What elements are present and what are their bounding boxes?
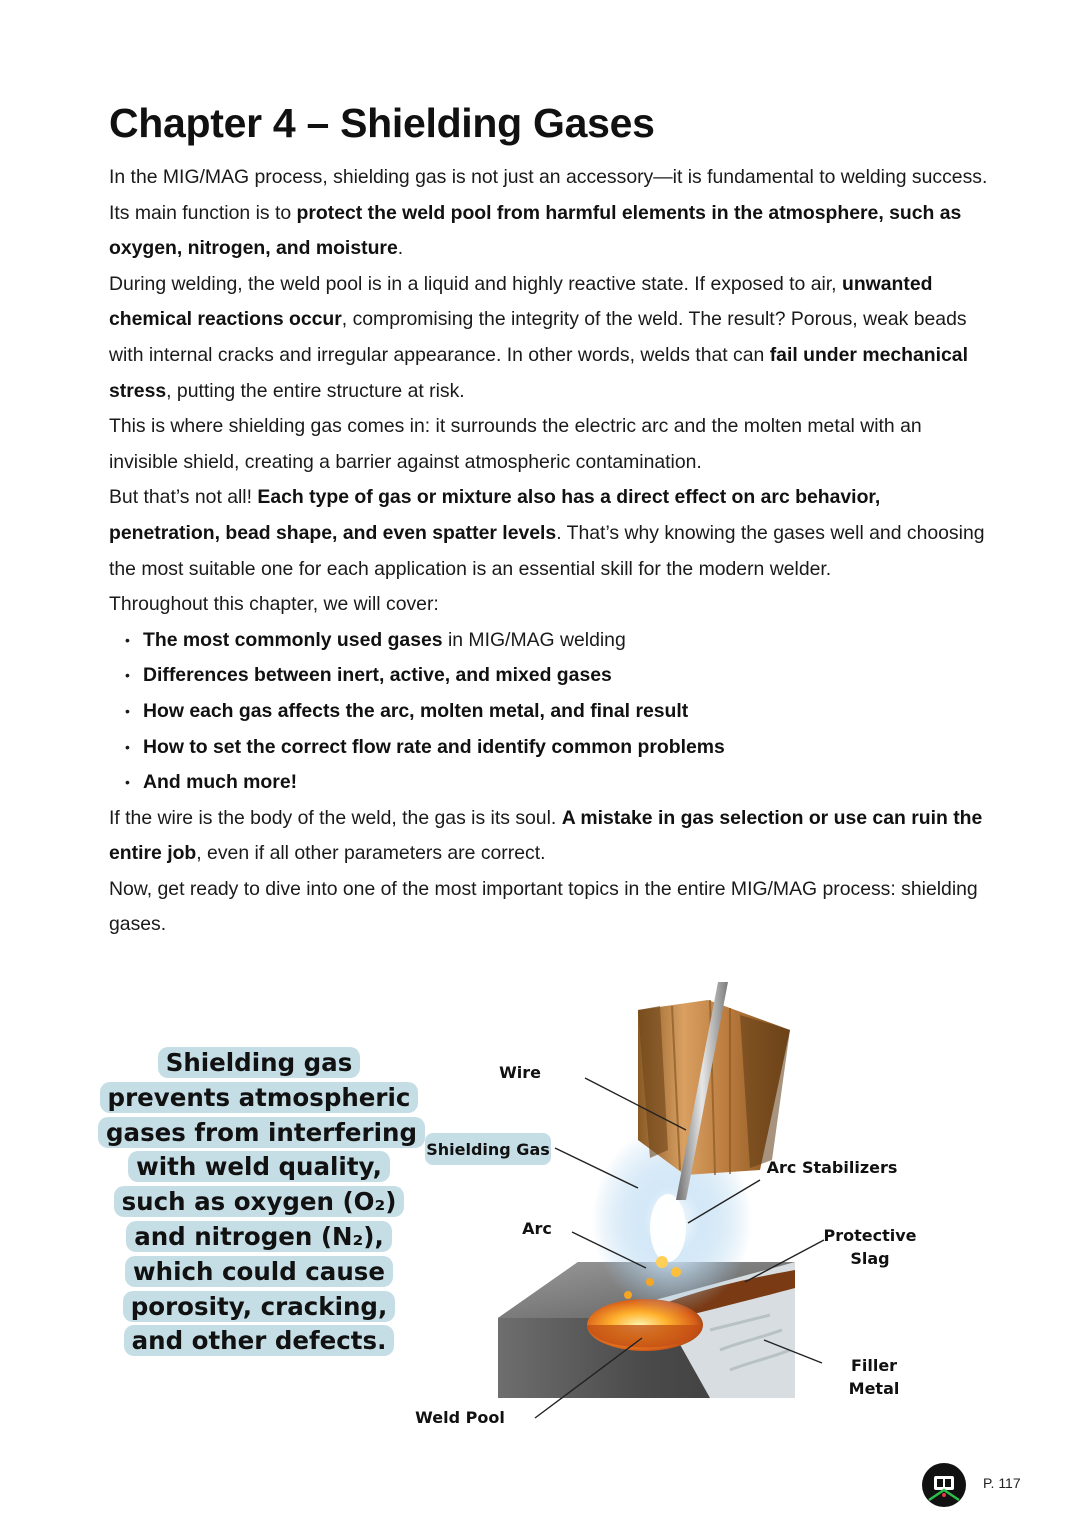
bold-text: fail under mechanical stress bbox=[109, 343, 968, 402]
bold-text: How to set the correct flow rate and identify common problems bbox=[143, 735, 725, 758]
text-run: , putting the entire structure at risk. bbox=[166, 379, 465, 402]
list-item bbox=[125, 623, 989, 659]
list-item bbox=[125, 658, 989, 694]
bold-text: protect the weld pool from harmful elements in the atmosphere, such as oxygen, nitrogen, and moisture bbox=[109, 201, 962, 260]
text-run: , compromising the integrity of the weld. The result? Porous, weak beads with internal cracks and irregular appearance. In other words, welds that can bbox=[109, 308, 967, 366]
label-shielding-gas: Shielding Gas bbox=[426, 1140, 550, 1159]
welding-diagram bbox=[410, 970, 970, 1430]
page-number: P. 117 bbox=[983, 1475, 1021, 1491]
paragraph bbox=[109, 267, 989, 409]
label-protective: Protective bbox=[823, 1226, 917, 1245]
bold-text: A mistake in gas selection or use can ruin the entire job bbox=[109, 806, 983, 865]
callout-box bbox=[98, 1046, 420, 1359]
bold-text: unwanted chemical reactions occur bbox=[109, 272, 933, 331]
bold-text: How each gas affects the arc, molten metal, and final result bbox=[143, 699, 689, 722]
paragraph bbox=[109, 801, 989, 872]
paragraph bbox=[109, 409, 989, 480]
text-run: This is where shielding gas comes in: it surrounds the electric arc and the molten metal with an invisible shield, creating a barrier against atmospheric contamination. bbox=[109, 415, 922, 473]
text-run: Throughout this chapter, we will cover: bbox=[109, 593, 439, 616]
paragraph bbox=[109, 872, 989, 943]
bold-text: Each type of gas or mixture also has a direct effect on arc behavior, penetration, bead shape, and even spatter levels bbox=[109, 486, 881, 544]
text-run: In the MIG/MAG process, shielding gas is not just an accessory—it is fundamental to welding success. Its main function is to bbox=[109, 166, 988, 224]
text-run: in MIG/MAG welding bbox=[442, 628, 626, 651]
paragraph bbox=[109, 480, 989, 587]
publisher-logo-icon bbox=[921, 1462, 967, 1508]
text-run: Now, get ready to dive into one of the most important topics in the entire MIG/MAG process: shielding gases. bbox=[109, 877, 978, 936]
chapter-title: Chapter 4 – Shielding Gases bbox=[109, 100, 655, 146]
text-run: But that’s not all! bbox=[109, 486, 258, 509]
paragraph bbox=[109, 587, 989, 623]
text-run: , even if all other parameters are correct. bbox=[196, 842, 546, 865]
label-weld-pool: Weld Pool bbox=[415, 1408, 505, 1427]
list-item bbox=[125, 694, 989, 730]
label-filler: Filler bbox=[850, 1356, 898, 1375]
bold-text: Differences between inert, active, and mixed gases bbox=[143, 664, 612, 687]
text-run: During welding, the weld pool is in a liquid and highly reactive state. If exposed to air, bbox=[109, 272, 842, 295]
label-arc: Arc bbox=[522, 1219, 552, 1238]
bold-text: The most commonly used gases bbox=[143, 628, 443, 651]
text-run: . bbox=[397, 237, 404, 260]
list-item bbox=[125, 765, 989, 801]
text-run: If the wire is the body of the weld, the gas is its soul. bbox=[109, 806, 562, 829]
label-wire: Wire bbox=[499, 1063, 541, 1082]
label-arc-stabilizers: Arc Stabilizers bbox=[766, 1158, 898, 1177]
topics-list bbox=[109, 623, 989, 801]
label-metal: Metal bbox=[848, 1379, 900, 1398]
bold-text: And much more! bbox=[143, 771, 298, 794]
chapter-body bbox=[109, 160, 989, 943]
callout-text: Shielding gas prevents atmospheric gases from interfering with weld quality, such as oxygen (O₂) and nitrogen (N₂), which could cause porosity, cracking, and other defects. bbox=[98, 1047, 425, 1356]
text-run: . That’s why knowing the gases well and choosing the most suitable one for each application is an essential skill for the modern welder. bbox=[109, 521, 985, 580]
list-item bbox=[125, 730, 989, 766]
paragraph bbox=[109, 160, 989, 267]
label-slag: Slag bbox=[850, 1249, 890, 1268]
